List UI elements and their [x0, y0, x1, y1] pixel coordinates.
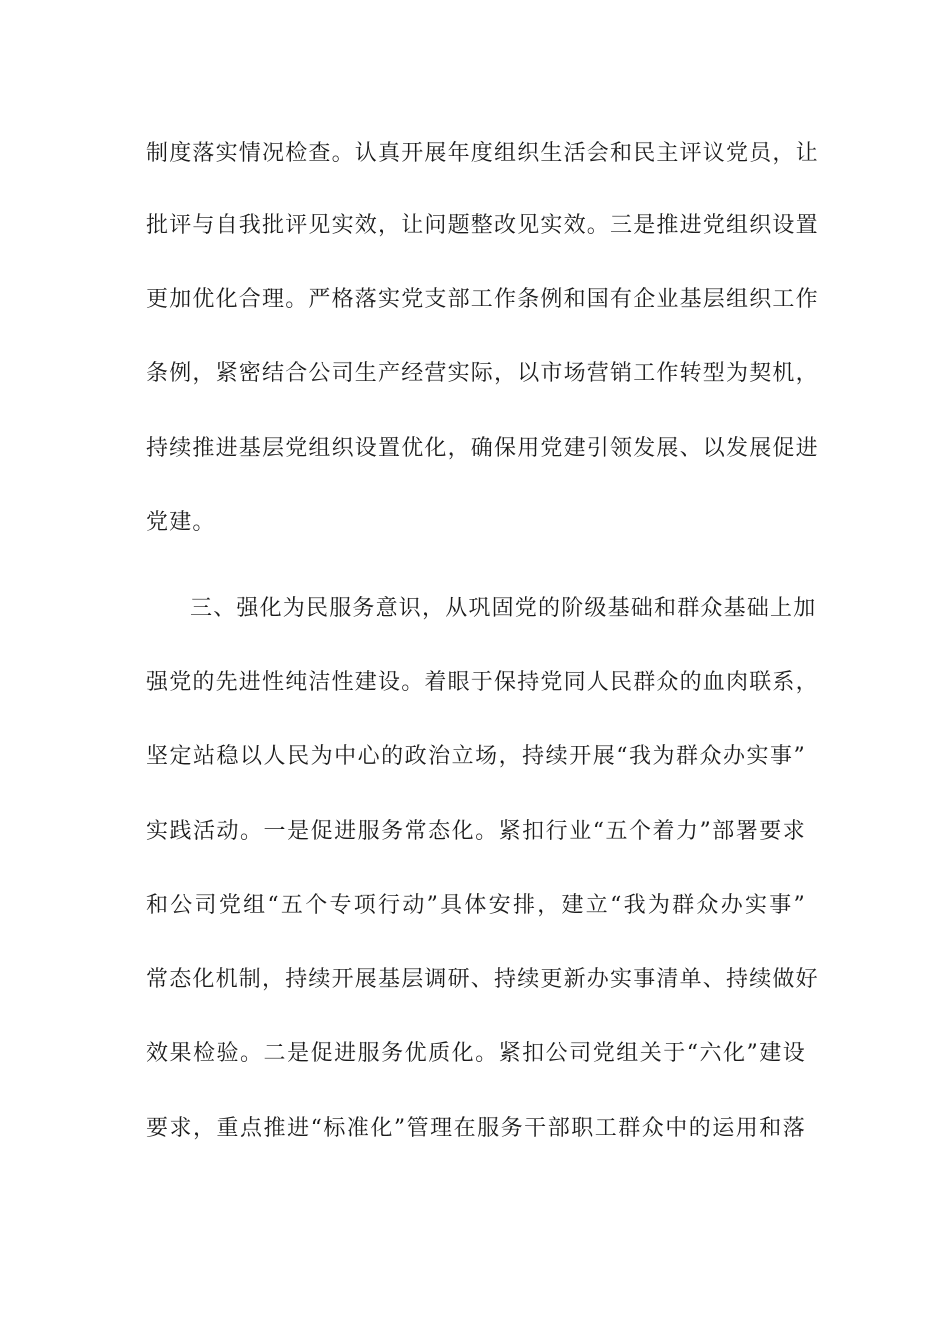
text-line-6: 党建。	[146, 510, 216, 535]
text-line-12: 常态化机制，持续开展基层调研、持续更新办实事清单、持续做好	[146, 967, 819, 992]
text-line-13: 效果检验。二是促进服务优质化。紧扣公司党组关于“六化”建设	[146, 1041, 806, 1066]
text-line-3: 更加优化合理。严格落实党支部工作条例和国有企业基层组织工作	[146, 287, 819, 312]
text-line-9: 坚定站稳以人民为中心的政治立场，持续开展“我为群众办实事”	[146, 744, 806, 769]
text-line-5: 持续推进基层党组织设置优化，确保用党建引领发展、以发展促进	[146, 436, 819, 461]
text-line-1: 制度落实情况检查。认真开展年度组织生活会和民主评议党员，让	[146, 141, 819, 166]
section-heading-line: 三、强化为民服务意识，从巩固党的阶级基础和群众基础上加	[190, 596, 817, 621]
text-line-11: 和公司党组“五个专项行动”具体安排，建立“我为群众办实事”	[146, 893, 806, 918]
text-line-2: 批评与自我批评见实效，让问题整改见实效。三是推进党组织设置	[146, 213, 819, 238]
text-line-8: 强党的先进性纯洁性建设。着眼于保持党同人民群众的血肉联系，	[146, 670, 819, 695]
text-line-4: 条例，紧密结合公司生产经营实际，以市场营销工作转型为契机，	[146, 361, 819, 386]
text-line-10: 实践活动。一是促进服务常态化。紧扣行业“五个着力”部署要求	[146, 819, 806, 844]
text-line-14: 要求，重点推进“标准化”管理在服务干部职工群众中的运用和落	[146, 1116, 806, 1141]
